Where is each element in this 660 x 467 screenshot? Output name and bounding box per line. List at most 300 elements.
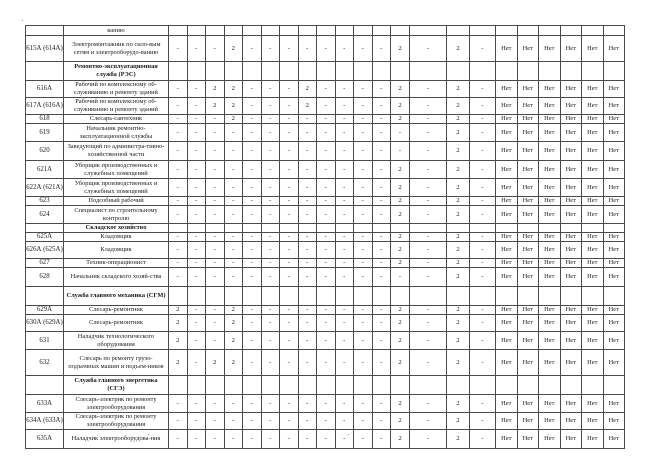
class-cell: - (298, 142, 317, 161)
class-cell: - (470, 395, 496, 413)
class-cell: 2 (447, 332, 470, 350)
class-cell: - (391, 142, 410, 161)
empty-cell (470, 62, 496, 81)
guarantee-cell: Нет (517, 332, 539, 350)
workplace-code: 619 (26, 124, 64, 142)
class-cell: 2 (391, 315, 410, 332)
class-cell: - (470, 161, 496, 179)
class-cell: - (470, 315, 496, 332)
empty-cell (169, 26, 188, 36)
position-name: Слесарь-ремонтник (64, 315, 169, 332)
empty-cell (280, 224, 299, 233)
guarantee-cell: Нет (603, 98, 625, 115)
guarantee-cell: Нет (517, 124, 539, 142)
class-cell: - (470, 259, 496, 268)
class-cell: - (298, 206, 317, 224)
empty-cell (496, 26, 518, 36)
empty-cell (496, 62, 518, 81)
guarantee-cell: Нет (539, 36, 561, 62)
class-cell: - (317, 179, 336, 197)
guarantee-cell: Нет (496, 142, 518, 161)
guarantee-cell: Нет (603, 206, 625, 224)
empty-cell (224, 287, 243, 306)
position-name: Наладчик технологического оборудования (64, 332, 169, 350)
guarantee-cell: Нет (517, 242, 539, 259)
empty-cell (298, 62, 317, 81)
class-cell: - (280, 259, 299, 268)
table-body (26, 26, 625, 449)
class-cell: - (206, 413, 225, 430)
class-cell: - (372, 36, 391, 62)
class-cell: - (410, 115, 447, 124)
empty-cell (187, 224, 206, 233)
guarantee-cell: Нет (539, 413, 561, 430)
class-cell: - (372, 161, 391, 179)
guarantee-cell: Нет (539, 350, 561, 376)
guarantee-cell: Нет (603, 36, 625, 62)
guarantee-cell: Нет (539, 395, 561, 413)
class-cell: - (224, 259, 243, 268)
guarantee-cell: Нет (539, 115, 561, 124)
empty-cell (206, 376, 225, 395)
class-cell: - (224, 161, 243, 179)
class-cell: - (280, 124, 299, 142)
class-cell: - (169, 206, 188, 224)
class-cell: - (354, 81, 373, 98)
empty-cell (517, 62, 539, 81)
empty-cell (224, 224, 243, 233)
class-cell: - (391, 124, 410, 142)
class-cell: - (372, 315, 391, 332)
guarantee-cell: Нет (539, 268, 561, 287)
table-row (26, 332, 625, 350)
class-cell: - (187, 124, 206, 142)
guarantee-cell: Нет (517, 197, 539, 206)
class-cell: - (280, 115, 299, 124)
class-cell: - (354, 430, 373, 449)
class-cell: - (335, 306, 354, 315)
empty-cell (261, 224, 280, 233)
class-cell: - (372, 430, 391, 449)
class-cell: - (335, 233, 354, 242)
guarantee-cell: Нет (582, 36, 604, 62)
class-cell: 2 (391, 350, 410, 376)
empty-cell (206, 62, 225, 81)
guarantee-cell: Нет (560, 332, 582, 350)
class-cell: - (335, 81, 354, 98)
guarantee-cell: Нет (539, 242, 561, 259)
section-title: Служба главного механика (СГМ) (64, 287, 169, 306)
class-cell: 2 (391, 233, 410, 242)
class-cell: - (470, 197, 496, 206)
empty-cell (169, 376, 188, 395)
guarantee-cell: Нет (496, 206, 518, 224)
guarantee-cell: Нет (582, 142, 604, 161)
class-cell: - (470, 179, 496, 197)
position-name: Слесарь-ремонтник (64, 306, 169, 315)
class-cell: - (335, 350, 354, 376)
class-cell: 2 (391, 430, 410, 449)
position-name: Слесарь-электрик по ремонту электрооборудования (64, 395, 169, 413)
section-header-row (26, 287, 625, 306)
class-cell: - (317, 430, 336, 449)
guarantee-cell: Нет (539, 233, 561, 242)
class-cell: - (298, 430, 317, 449)
class-cell: - (298, 332, 317, 350)
class-cell: - (261, 206, 280, 224)
class-cell: - (243, 197, 262, 206)
workplace-code: 629А (26, 306, 64, 315)
class-cell: - (187, 350, 206, 376)
empty-cell (335, 26, 354, 36)
class-cell: - (317, 315, 336, 332)
class-cell: - (206, 142, 225, 161)
class-cell: - (187, 179, 206, 197)
empty-cell (496, 224, 518, 233)
class-cell: - (243, 413, 262, 430)
class-cell: - (261, 268, 280, 287)
empty-cell (354, 287, 373, 306)
class-cell: - (317, 206, 336, 224)
class-cell: - (280, 332, 299, 350)
empty-cell (517, 287, 539, 306)
empty-cell (280, 376, 299, 395)
guarantee-cell: Нет (603, 197, 625, 206)
workplace-code: 633А (26, 395, 64, 413)
class-cell: 2 (391, 197, 410, 206)
empty-cell (410, 287, 447, 306)
class-cell: - (470, 98, 496, 115)
class-cell: - (335, 206, 354, 224)
position-name: Кладовщик (64, 242, 169, 259)
class-cell: - (372, 179, 391, 197)
class-cell: - (243, 161, 262, 179)
class-cell: - (470, 332, 496, 350)
class-cell: 2 (391, 206, 410, 224)
class-cell: - (298, 197, 317, 206)
guarantee-cell: Нет (496, 179, 518, 197)
class-cell: - (298, 306, 317, 315)
empty-cell (447, 26, 470, 36)
class-cell: - (410, 395, 447, 413)
empty-cell (560, 287, 582, 306)
class-cell: - (372, 242, 391, 259)
class-cell: - (206, 197, 225, 206)
class-cell: - (317, 115, 336, 124)
position-name: Электромонтажник по сило-вым сетям и электрооборудо-ванию (64, 36, 169, 62)
guarantee-cell: Нет (582, 197, 604, 206)
class-cell: - (335, 142, 354, 161)
guarantee-cell: Нет (603, 142, 625, 161)
empty-cell (261, 376, 280, 395)
class-cell: - (187, 161, 206, 179)
guarantee-cell: Нет (496, 242, 518, 259)
class-cell: - (206, 259, 225, 268)
class-cell: - (187, 430, 206, 449)
class-cell: 2 (447, 395, 470, 413)
class-cell: - (410, 306, 447, 315)
guarantee-cell: Нет (539, 179, 561, 197)
empty-cell (539, 26, 561, 36)
empty-cell (560, 62, 582, 81)
empty-cell (354, 224, 373, 233)
table-row (26, 206, 625, 224)
guarantee-cell: Нет (582, 315, 604, 332)
table-row (26, 395, 625, 413)
guarantee-cell: Нет (517, 413, 539, 430)
workplace-code: 618 (26, 115, 64, 124)
table-row (26, 259, 625, 268)
position-name: Кладовщик (64, 233, 169, 242)
empty-cell (539, 287, 561, 306)
guarantee-cell: Нет (603, 115, 625, 124)
class-cell: - (372, 332, 391, 350)
class-cell: - (243, 242, 262, 259)
position-name: Наладчик электрооборудова-ния (64, 430, 169, 449)
class-cell: - (261, 395, 280, 413)
assessment-table (25, 25, 625, 449)
guarantee-cell: Нет (560, 306, 582, 315)
class-cell: - (280, 242, 299, 259)
class-cell: 2 (169, 306, 188, 315)
class-cell: - (317, 161, 336, 179)
section-title: Складское хозяйство (64, 224, 169, 233)
position-name: Подсобный рабочий (64, 197, 169, 206)
class-cell: - (354, 413, 373, 430)
guarantee-cell: Нет (496, 306, 518, 315)
position-name: Рабочий по комплексному об-служиванию и ремонту зданий (64, 81, 169, 98)
class-cell: 2 (391, 242, 410, 259)
guarantee-cell: Нет (539, 142, 561, 161)
empty-cell (298, 26, 317, 36)
guarantee-cell: Нет (496, 197, 518, 206)
class-cell: - (243, 98, 262, 115)
empty-cell (335, 224, 354, 233)
class-cell: - (224, 142, 243, 161)
class-cell: - (410, 161, 447, 179)
empty-cell (539, 224, 561, 233)
table-row (26, 197, 625, 206)
class-cell: - (169, 124, 188, 142)
class-cell: 2 (224, 36, 243, 62)
class-cell: - (224, 395, 243, 413)
class-cell: 2 (447, 115, 470, 124)
empty-cell (560, 26, 582, 36)
class-cell: - (169, 259, 188, 268)
guarantee-cell: Нет (496, 430, 518, 449)
class-cell: - (187, 259, 206, 268)
guarantee-cell: Нет (496, 161, 518, 179)
guarantee-cell: Нет (517, 161, 539, 179)
guarantee-cell: Нет (603, 233, 625, 242)
empty-cell (169, 224, 188, 233)
table-row (26, 179, 625, 197)
position-name: Уборщик производственных и служебных помещений (64, 179, 169, 197)
class-cell: - (206, 161, 225, 179)
class-cell: - (206, 430, 225, 449)
class-cell: - (280, 98, 299, 115)
class-cell: - (261, 81, 280, 98)
table-row (26, 268, 625, 287)
class-cell: - (187, 142, 206, 161)
guarantee-cell: Нет (539, 81, 561, 98)
empty-cell (243, 376, 262, 395)
class-cell: 2 (224, 332, 243, 350)
empty-cell (354, 376, 373, 395)
class-cell: - (243, 315, 262, 332)
class-cell: - (280, 350, 299, 376)
class-cell: 2 (447, 124, 470, 142)
empty-cell (317, 376, 336, 395)
class-cell: - (280, 315, 299, 332)
class-cell: - (470, 206, 496, 224)
empty-cell (603, 62, 625, 81)
empty-cell (391, 62, 410, 81)
class-cell: 2 (447, 350, 470, 376)
class-cell: - (470, 233, 496, 242)
class-cell: - (298, 395, 317, 413)
class-cell: - (354, 259, 373, 268)
class-cell: - (187, 242, 206, 259)
guarantee-cell: Нет (560, 124, 582, 142)
guarantee-cell: Нет (496, 233, 518, 242)
class-cell: 2 (391, 161, 410, 179)
class-cell: - (187, 315, 206, 332)
class-cell: - (317, 36, 336, 62)
table-row (26, 413, 625, 430)
class-cell: - (280, 395, 299, 413)
guarantee-cell: Нет (560, 395, 582, 413)
class-cell: - (317, 142, 336, 161)
empty-cell (582, 224, 604, 233)
class-cell: - (317, 81, 336, 98)
guarantee-cell: Нет (517, 98, 539, 115)
class-cell: 2 (298, 81, 317, 98)
class-cell: - (410, 124, 447, 142)
class-cell: - (410, 179, 447, 197)
class-cell: - (224, 242, 243, 259)
guarantee-cell: Нет (582, 242, 604, 259)
guarantee-cell: Нет (517, 350, 539, 376)
class-cell: - (261, 306, 280, 315)
empty-cell (470, 26, 496, 36)
class-cell: - (298, 268, 317, 287)
table-row (26, 350, 625, 376)
class-cell: - (261, 233, 280, 242)
class-cell: - (470, 36, 496, 62)
empty-cell (560, 224, 582, 233)
position-name: Начальник ремонтно-эксплуатационной службы (64, 124, 169, 142)
class-cell: - (261, 315, 280, 332)
guarantee-cell: Нет (603, 395, 625, 413)
empty-cell (582, 376, 604, 395)
guarantee-cell: Нет (517, 36, 539, 62)
class-cell: 2 (391, 259, 410, 268)
class-cell: 2 (391, 395, 410, 413)
class-cell: 2 (391, 332, 410, 350)
table-row (26, 142, 625, 161)
guarantee-cell: Нет (496, 395, 518, 413)
class-cell: - (410, 350, 447, 376)
class-cell: - (187, 233, 206, 242)
guarantee-cell: Нет (517, 315, 539, 332)
guarantee-cell: Нет (603, 81, 625, 98)
class-cell: - (298, 233, 317, 242)
guarantee-cell: Нет (496, 350, 518, 376)
empty-cell (391, 287, 410, 306)
empty-cell (335, 62, 354, 81)
class-cell: - (317, 268, 336, 287)
class-cell: - (261, 197, 280, 206)
class-cell: - (354, 179, 373, 197)
guarantee-cell: Нет (560, 268, 582, 287)
position-name: Специалист по строительному контролю (64, 206, 169, 224)
class-cell: 2 (391, 413, 410, 430)
empty-cell (169, 62, 188, 81)
class-cell: - (372, 268, 391, 287)
class-cell: - (187, 413, 206, 430)
position-name: Рабочий по комплексному об-служиванию и ремонту зданий (64, 98, 169, 115)
class-cell: - (335, 395, 354, 413)
guarantee-cell: Нет (582, 413, 604, 430)
position-name: Заведующий по администра-тивно-хозяйственной части (64, 142, 169, 161)
guarantee-cell: Нет (496, 268, 518, 287)
class-cell: - (470, 413, 496, 430)
empty-cell (224, 62, 243, 81)
class-cell: - (354, 233, 373, 242)
scan-speck (148, 434, 149, 435)
guarantee-cell: Нет (517, 395, 539, 413)
workplace-code (26, 224, 64, 233)
class-cell: 2 (391, 36, 410, 62)
guarantee-cell: Нет (496, 315, 518, 332)
guarantee-cell: Нет (560, 115, 582, 124)
class-cell: - (410, 98, 447, 115)
empty-cell (372, 224, 391, 233)
class-cell: 2 (447, 179, 470, 197)
guarantee-cell: Нет (603, 315, 625, 332)
empty-cell (261, 287, 280, 306)
class-cell: 2 (224, 315, 243, 332)
empty-cell (603, 376, 625, 395)
class-cell: - (298, 350, 317, 376)
class-cell: - (410, 315, 447, 332)
class-cell: - (298, 259, 317, 268)
guarantee-cell: Нет (560, 315, 582, 332)
workplace-code: 631 (26, 332, 64, 350)
class-cell: - (224, 124, 243, 142)
class-cell: - (372, 98, 391, 115)
empty-cell (317, 26, 336, 36)
class-cell: - (280, 430, 299, 449)
class-cell: 2 (447, 161, 470, 179)
class-cell: - (410, 233, 447, 242)
guarantee-cell: Нет (539, 315, 561, 332)
class-cell: - (280, 81, 299, 98)
class-cell: - (470, 142, 496, 161)
guarantee-cell: Нет (517, 259, 539, 268)
class-cell: - (243, 430, 262, 449)
empty-cell (224, 26, 243, 36)
class-cell: - (470, 268, 496, 287)
empty-cell (280, 287, 299, 306)
class-cell: - (206, 332, 225, 350)
class-cell: - (354, 315, 373, 332)
empty-cell (372, 287, 391, 306)
class-cell: - (372, 233, 391, 242)
guarantee-cell: Нет (560, 413, 582, 430)
guarantee-cell: Нет (517, 115, 539, 124)
